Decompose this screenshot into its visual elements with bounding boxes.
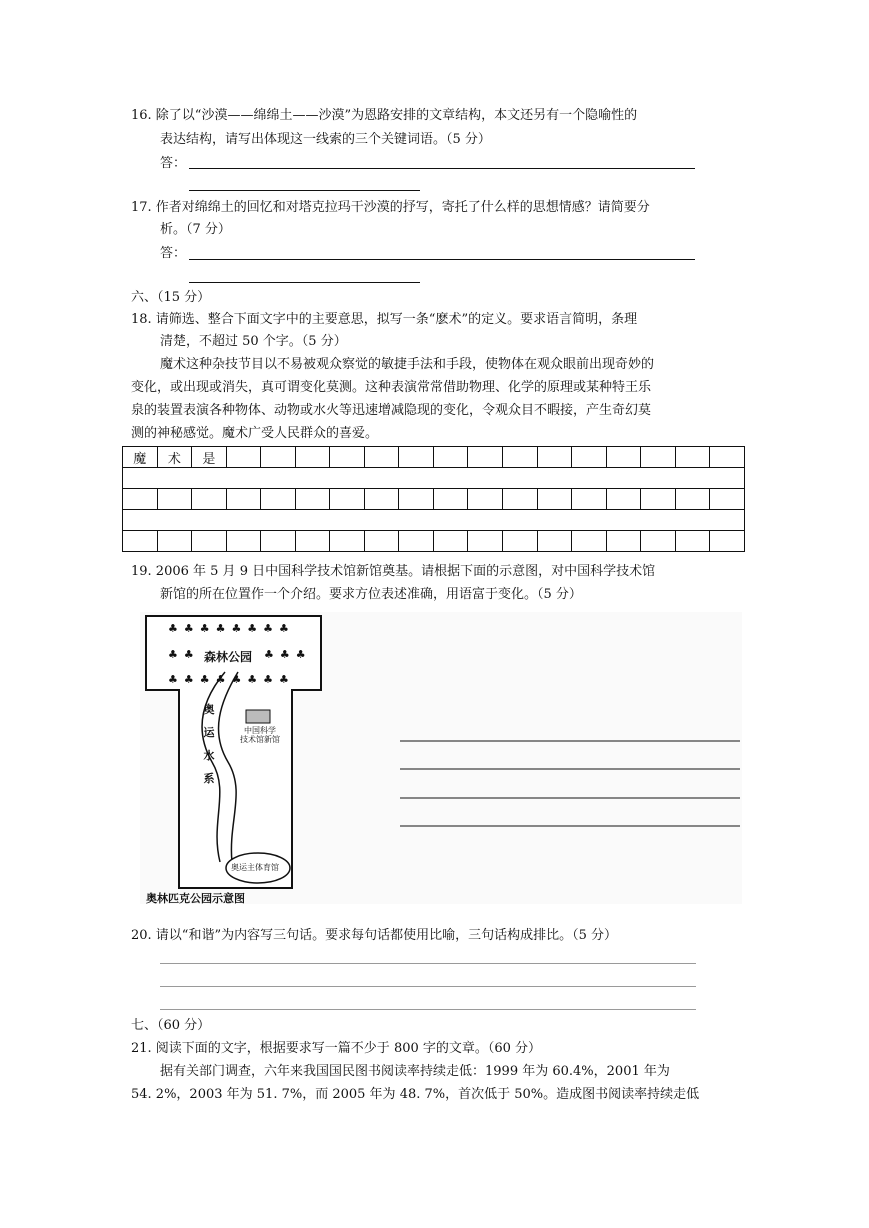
tree-icon: ♣♣ xyxy=(168,648,200,661)
grid-cell[interactable] xyxy=(192,531,227,552)
grid-cell[interactable] xyxy=(468,531,503,552)
grid-spacer-row xyxy=(123,468,745,489)
science-museum-label xyxy=(240,726,280,744)
grid-cell[interactable] xyxy=(261,447,296,468)
grid-spacer xyxy=(123,468,745,489)
grid-cell[interactable] xyxy=(675,489,710,510)
grid-cell[interactable] xyxy=(606,489,641,510)
grid-cell[interactable] xyxy=(399,447,434,468)
tree-icon: ♣♣♣♣♣♣♣♣ xyxy=(168,673,295,686)
grid-row xyxy=(123,489,745,510)
grid-cell[interactable] xyxy=(641,531,676,552)
water-char: 运 xyxy=(203,726,215,739)
grid-cell[interactable] xyxy=(572,531,607,552)
water-char: 系 xyxy=(203,772,215,785)
grid-cell[interactable] xyxy=(641,489,676,510)
grid-cell: 是 xyxy=(192,447,227,468)
grid-cell[interactable] xyxy=(226,531,261,552)
grid-cell[interactable] xyxy=(364,489,399,510)
grid-cell[interactable] xyxy=(226,489,261,510)
grid-cell[interactable] xyxy=(503,489,538,510)
grid-cell[interactable] xyxy=(503,531,538,552)
grid-cell[interactable] xyxy=(468,489,503,510)
grid-cell[interactable] xyxy=(433,489,468,510)
grid-cell[interactable] xyxy=(261,489,296,510)
grid-cell[interactable] xyxy=(399,489,434,510)
grid-spacer-row xyxy=(123,510,745,531)
water-char: 水 xyxy=(203,749,215,762)
grid-cell[interactable] xyxy=(157,489,192,510)
grid-cell[interactable] xyxy=(330,531,365,552)
q20-answer-line-1[interactable] xyxy=(160,963,696,964)
grid-cell[interactable] xyxy=(572,447,607,468)
grid-cell[interactable] xyxy=(123,531,158,552)
q19-line1: 19. 2006 年 5 月 9 日中国科学技术馆新馆奠基。请根据下面的示意图，对中国科学技术馆 xyxy=(131,564,656,579)
grid-cell[interactable] xyxy=(364,447,399,468)
q17-line2: 析。（7 分） xyxy=(160,222,231,237)
q20-answer-line-3[interactable] xyxy=(160,1009,696,1010)
grid-cell[interactable] xyxy=(537,447,572,468)
grid-cell[interactable] xyxy=(606,531,641,552)
q17-answer-line-1[interactable] xyxy=(189,259,695,260)
grid-cell: 术 xyxy=(157,447,192,468)
forest-park-label: 森林公园 xyxy=(204,650,253,664)
map-caption: 奥林匹克公园示意图 xyxy=(146,892,245,905)
grid-cell[interactable] xyxy=(295,489,330,510)
q16-answer-line-1[interactable] xyxy=(189,168,695,169)
q21-line2: 据有关部门调查，六年来我国国民图书阅读率持续走低：1999 年为 60.4%，2001 年为 xyxy=(160,1064,670,1079)
grid-cell[interactable] xyxy=(261,531,296,552)
grid-cell[interactable] xyxy=(641,447,676,468)
grid-cell[interactable] xyxy=(226,447,261,468)
grid-cell[interactable] xyxy=(675,447,710,468)
grid-cell[interactable] xyxy=(364,531,399,552)
water-char: 奥 xyxy=(203,703,215,716)
grid-cell[interactable] xyxy=(433,531,468,552)
grid-cell[interactable] xyxy=(192,489,227,510)
q20-line1: 20. 请以“和谐”为内容写三句话。要求每句话都使用比喻，三句话构成排比。（5 分） xyxy=(131,928,618,943)
q16-answer-line-2[interactable] xyxy=(189,190,420,191)
grid-cell[interactable] xyxy=(572,489,607,510)
grid-cell[interactable] xyxy=(537,489,572,510)
tree-icon: ♣♣♣♣♣♣♣♣ xyxy=(168,622,295,635)
q17-answer-line-2[interactable] xyxy=(189,282,420,283)
grid-cell[interactable] xyxy=(710,489,745,510)
grid-cell[interactable] xyxy=(295,531,330,552)
grid-cell[interactable] xyxy=(675,531,710,552)
q18-answer-grid[interactable] xyxy=(122,446,745,552)
grid-cell[interactable] xyxy=(710,531,745,552)
grid-cell[interactable] xyxy=(710,447,745,468)
q16-answer-label: 答： xyxy=(160,156,187,171)
grid-cell[interactable] xyxy=(468,447,503,468)
q17-answer-label: 答： xyxy=(160,246,187,261)
q18-line2: 清楚，不超过 50 个字。（5 分） xyxy=(160,334,347,349)
grid-cell[interactable] xyxy=(157,531,192,552)
grid-cell[interactable] xyxy=(330,489,365,510)
grid-cell[interactable] xyxy=(123,489,158,510)
q20-answer-line-2[interactable] xyxy=(160,986,696,987)
grid-cell[interactable] xyxy=(503,447,538,468)
q17-line1: 17. 作者对绵绵土的回忆和对塔克拉玛干沙漠的抒写，寄托了什么样的思想情感？请简要分 xyxy=(131,200,650,215)
q18-passage-line: 测的神秘感觉。魔术广受人民群众的喜爱。 xyxy=(131,426,379,441)
grid-cell[interactable] xyxy=(537,531,572,552)
q18-line1: 18. 请筛选、整合下面文字中的主要意思，拟写一条“麽术”的定义。要求语言简明，条理 xyxy=(131,312,638,327)
grid-cell[interactable] xyxy=(399,531,434,552)
section-six-heading: 六、（15 分） xyxy=(131,290,211,305)
q21-line1: 21. 阅读下面的文字，根据要求写一篇不少于 800 字的文章。（60 分） xyxy=(131,1041,542,1056)
grid-cell[interactable] xyxy=(606,447,641,468)
q18-passage-line: 泉的装置表演各种物体、动物或水火等迅速增减隐现的变化，令观众目不暇接，产生奇幻莫 xyxy=(131,403,652,418)
grid-cell: 魔 xyxy=(123,447,158,468)
grid-row xyxy=(123,531,745,552)
q21-line3: 54. 2%，2003 年为 51. 7%，而 2005 年为 48. 7%，首次低于 50%。造成图书阅读率持续走低 xyxy=(131,1087,700,1102)
grid-cell[interactable] xyxy=(330,447,365,468)
q16-line2: 表达结构，请写出体现这一线索的三个关键词语。（5 分） xyxy=(160,132,491,147)
grid-cell[interactable] xyxy=(295,447,330,468)
museum-label-line: 技术馆新馆 xyxy=(240,735,280,744)
museum-label-line: 中国科学 xyxy=(244,726,276,735)
olympic-park-map xyxy=(140,612,742,904)
q18-passage-line: 变化，或出现或消失，真可谓变化莫测。这种表演常常借助物理、化学的原理或某种特王乐 xyxy=(131,380,652,395)
stadium-label: 奥运主体育馆 xyxy=(231,863,279,872)
grid-spacer xyxy=(123,510,745,531)
grid-cell[interactable] xyxy=(433,447,468,468)
grid-row xyxy=(123,447,745,468)
q19-line2: 新馆的所在位置作一个介绍。要求方位表述准确，用语富于变化。（5 分） xyxy=(160,587,582,602)
tree-icon: ♣♣♣ xyxy=(264,648,312,661)
q18-passage-line: 魔术这种杂技节目以不易被观众察觉的敏捷手法和手段，使物体在观众眼前出现奇妙的 xyxy=(160,357,655,372)
section-seven-heading: 七、（60 分） xyxy=(131,1018,211,1033)
water-system-label xyxy=(203,698,215,790)
q16-line1: 16. 除了以“沙漠——绵绵土——沙漠”为恩路安排的文章结构，本文还另有一个隐喻性的 xyxy=(131,108,638,123)
